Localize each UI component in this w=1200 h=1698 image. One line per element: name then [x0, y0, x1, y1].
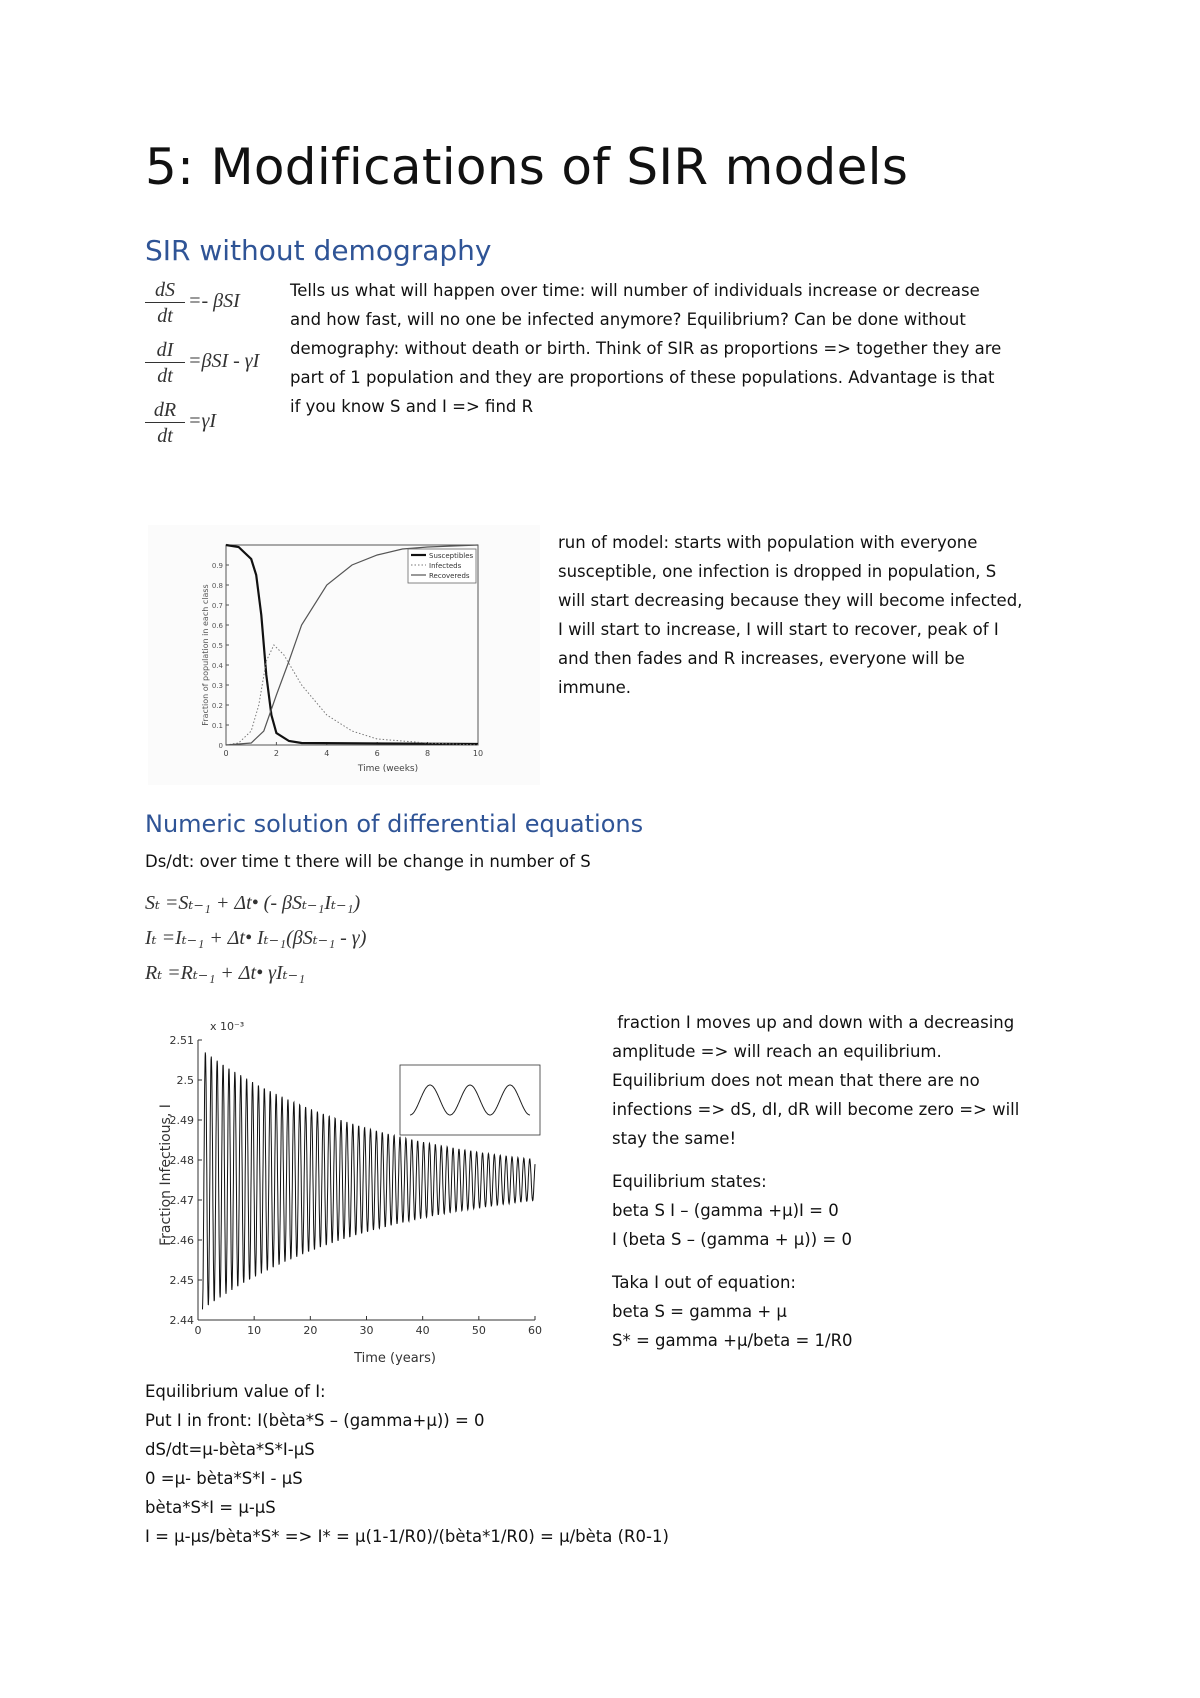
text-line: I (beta S – (gamma + μ)) = 0	[612, 1230, 852, 1249]
text-line: 0 =μ- bèta*S*I - μS	[145, 1469, 303, 1488]
x-tick-label: 10	[472, 749, 484, 758]
equation-ds-rhs: =- βSI	[188, 290, 240, 312]
y-tick-label: 2.51	[169, 1034, 194, 1047]
equation-dr-frac: $\frac{dR}{dt}$	[145, 398, 185, 449]
text-line: stay the same!	[612, 1129, 737, 1148]
y-tick-label: 2.47	[169, 1194, 194, 1207]
oscillation-figure	[150, 1010, 595, 1370]
y-tick-label: 0.5	[211, 642, 223, 650]
legend-label: Recovereds	[429, 572, 470, 580]
equation-di-rhs: =βSI - γI	[188, 350, 260, 372]
text-line: run of model: starts with population with everyone	[558, 533, 978, 552]
text-line: and then fades and R increases, everyone will be	[558, 649, 965, 668]
section-heading-numeric: Numeric solution of differential equations	[145, 810, 644, 838]
legend-label: Susceptibles	[429, 552, 474, 560]
y-tick-label: 0.9	[211, 562, 223, 570]
y-tick-label: 0.3	[211, 682, 223, 690]
x-tick-label: 2	[273, 749, 279, 758]
x-axis-label: Time (years)	[354, 1351, 436, 1366]
y-tick-label: 0.8	[211, 582, 223, 590]
equilibrium-value-block	[145, 1377, 1105, 1551]
text-line: susceptible, one infection is dropped in population, S	[558, 562, 997, 581]
y-tick-label: 2.48	[169, 1154, 194, 1167]
text-line: I = μ-μs/bèta*S* => I* = μ(1-1/R0)/(bèta*1/R0) = μ/bèta (R0-1)	[145, 1527, 669, 1546]
text-line: Equilibrium does not mean that there are no	[612, 1071, 980, 1090]
text-line: demography: without death or birth. Think of SIR as proportions => together they are	[290, 339, 1002, 358]
inset-frame	[400, 1065, 540, 1135]
equation-ds-frac: $\frac{dS}{dt}$	[145, 278, 185, 329]
y-tick-label: 2.5	[176, 1074, 194, 1087]
y-axis-label: Fraction Infectious, I	[158, 1104, 174, 1246]
sir-curves-chart	[148, 525, 540, 785]
text-line: Taka I out of equation:	[612, 1273, 796, 1292]
text-line: S* = gamma +μ/beta = 1/R0	[612, 1331, 853, 1350]
text-line: if you know S and I => find R	[290, 397, 534, 416]
equation-dr-rhs: =γI	[188, 410, 217, 432]
text-line: beta S = gamma + μ	[612, 1302, 787, 1321]
text-line: Equilibrium value of I:	[145, 1382, 326, 1401]
numeric-equation-r: Rₜ =Rₜ₋₁ + Δt• γIₜ₋₁	[145, 962, 306, 984]
x-tick-label: 8	[425, 749, 431, 758]
y-tick-label: 2.46	[169, 1234, 194, 1247]
y-tick-label: 2.44	[169, 1314, 194, 1327]
x-tick-label: 20	[303, 1324, 318, 1337]
axis-multiplier: x 10⁻³	[210, 1020, 245, 1033]
x-tick-label: 30	[359, 1324, 374, 1337]
x-tick-label: 0	[194, 1324, 202, 1337]
x-tick-label: 40	[415, 1324, 430, 1337]
sir-figure	[148, 525, 540, 785]
text-line: Put I in front: I(bèta*S – (gamma+μ)) = 0	[145, 1411, 485, 1430]
text-line: immune.	[558, 678, 632, 697]
y-tick-label: 0.4	[211, 662, 223, 670]
sir-figure-caption	[558, 528, 1078, 702]
x-axis-label: Time (weeks)	[357, 764, 419, 774]
text-line: fraction I moves up and down with a decreasing	[612, 1013, 1015, 1032]
y-tick-label: 0.7	[211, 602, 223, 610]
text-line: Equilibrium states:	[612, 1172, 767, 1191]
equation-di-frac: $\frac{dI}{dt}$	[145, 338, 185, 389]
x-tick-label: 10	[247, 1324, 262, 1337]
text-line: and how fast, will no one be infected anymore? Equilibrium? Can be done without	[290, 310, 966, 329]
text-line: beta S I – (gamma +μ)I = 0	[612, 1201, 839, 1220]
numeric-equation-s: Sₜ =Sₜ₋₁ + Δt• (- βSₜ₋₁Iₜ₋₁)	[145, 892, 361, 914]
oscillation-chart	[150, 1010, 595, 1370]
y-axis-label: Fraction of population in each class	[201, 584, 210, 726]
x-tick-label: 0	[223, 749, 229, 758]
text-line: I will start to increase, I will start to recover, peak of I	[558, 620, 999, 639]
y-tick-label: 2.45	[169, 1274, 194, 1287]
y-tick-label: 2.49	[169, 1114, 194, 1127]
page-title: 5: Modifications of SIR models	[145, 138, 909, 196]
text-line: Tells us what will happen over time: will number of individuals increase or decrease	[290, 281, 980, 300]
y-tick-label: 0.2	[211, 702, 223, 710]
x-tick-label: 4	[324, 749, 330, 758]
x-tick-label: 6	[374, 749, 380, 758]
text-line: infections => dS, dI, dR will become zero => will	[612, 1100, 1020, 1119]
numeric-equation-i: Iₜ =Iₜ₋₁ + Δt• Iₜ₋₁(βSₜ₋₁ - γ)	[145, 927, 367, 949]
legend-label: Infecteds	[429, 562, 462, 570]
y-tick-label: 0.1	[211, 722, 223, 730]
y-tick-label: 0.6	[211, 622, 223, 630]
numeric-intro: Ds/dt: over time t there will be change in number of S	[145, 852, 591, 871]
y-tick-label: 0	[218, 742, 223, 750]
text-line: dS/dt=μ-bèta*S*I-μS	[145, 1440, 315, 1459]
text-line: will start decreasing because they will become infected,	[558, 591, 1023, 610]
text-line: part of 1 population and they are proportions of these populations. Advantage is that	[290, 368, 995, 387]
section-heading-sir: SIR without demography	[145, 234, 492, 267]
oscillation-explanation	[612, 1008, 1092, 1355]
text-line: amplitude => will reach an equilibrium.	[612, 1042, 942, 1061]
sir-paragraph	[290, 276, 1090, 421]
x-tick-label: 60	[528, 1324, 542, 1337]
x-tick-label: 50	[471, 1324, 486, 1337]
text-line: bèta*S*I = μ-μS	[145, 1498, 276, 1517]
